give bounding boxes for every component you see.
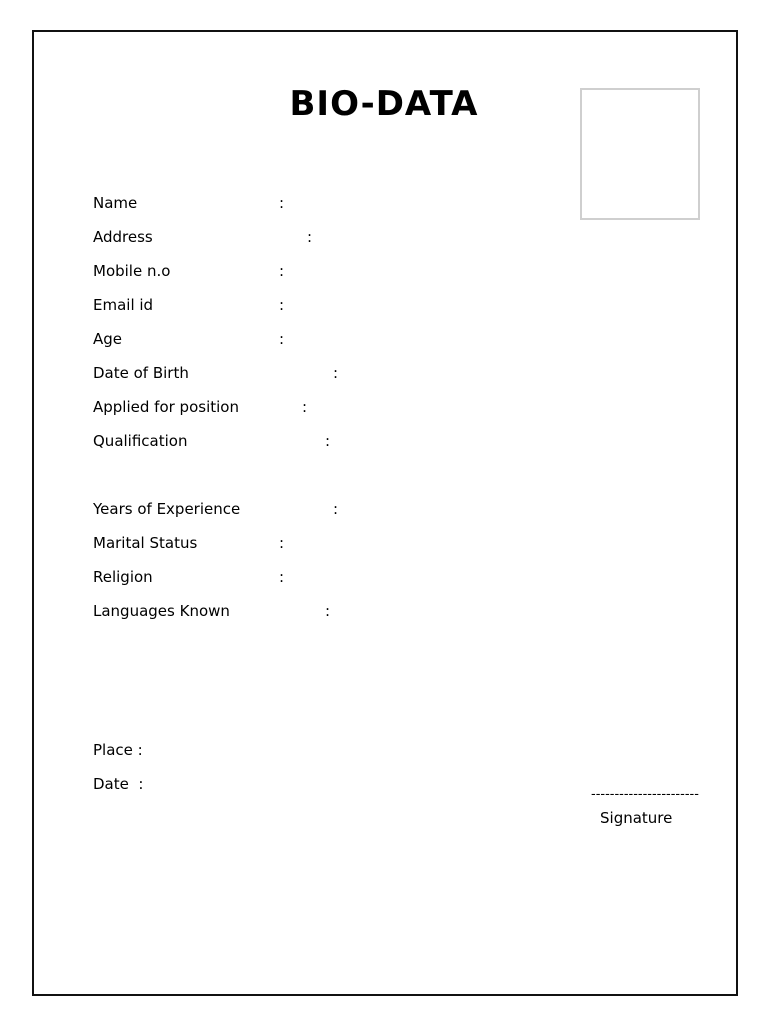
field-label-marital-status: Marital Status <box>93 534 198 552</box>
field-colon-marital-status: : <box>279 534 285 552</box>
field-label-name: Name <box>93 194 138 212</box>
field-label-date-of-birth: Date of Birth <box>93 364 189 382</box>
field-colon-email: : <box>279 296 285 314</box>
field-colon-qualification: : <box>325 432 331 450</box>
field-colon-applied-position: : <box>302 398 308 416</box>
photo-placeholder-box <box>580 88 700 220</box>
field-colon-address: : <box>307 228 313 246</box>
signature-line: ----------------------- <box>591 787 699 802</box>
field-colon-age: : <box>279 330 285 348</box>
signature-label: Signature <box>600 809 673 827</box>
field-colon-date-of-birth: : <box>333 364 339 382</box>
page-title: BIO-DATA <box>289 84 479 124</box>
field-label-years-experience: Years of Experience <box>93 500 241 518</box>
field-label-applied-position: Applied for position <box>93 398 239 416</box>
field-label-age: Age <box>93 330 123 348</box>
field-label-qualification: Qualification <box>93 432 188 450</box>
field-colon-languages: : <box>325 602 331 620</box>
date-label: Date : <box>93 775 144 793</box>
field-colon-religion: : <box>279 568 285 586</box>
field-label-email: Email id <box>93 296 154 314</box>
field-label-address: Address <box>93 228 153 246</box>
field-label-mobile: Mobile n.o <box>93 262 171 280</box>
field-colon-mobile: : <box>279 262 285 280</box>
field-colon-name: : <box>279 194 285 212</box>
field-label-religion: Religion <box>93 568 153 586</box>
field-label-languages: Languages Known <box>93 602 230 620</box>
place-label: Place : <box>93 741 143 759</box>
field-colon-years-experience: : <box>333 500 339 518</box>
